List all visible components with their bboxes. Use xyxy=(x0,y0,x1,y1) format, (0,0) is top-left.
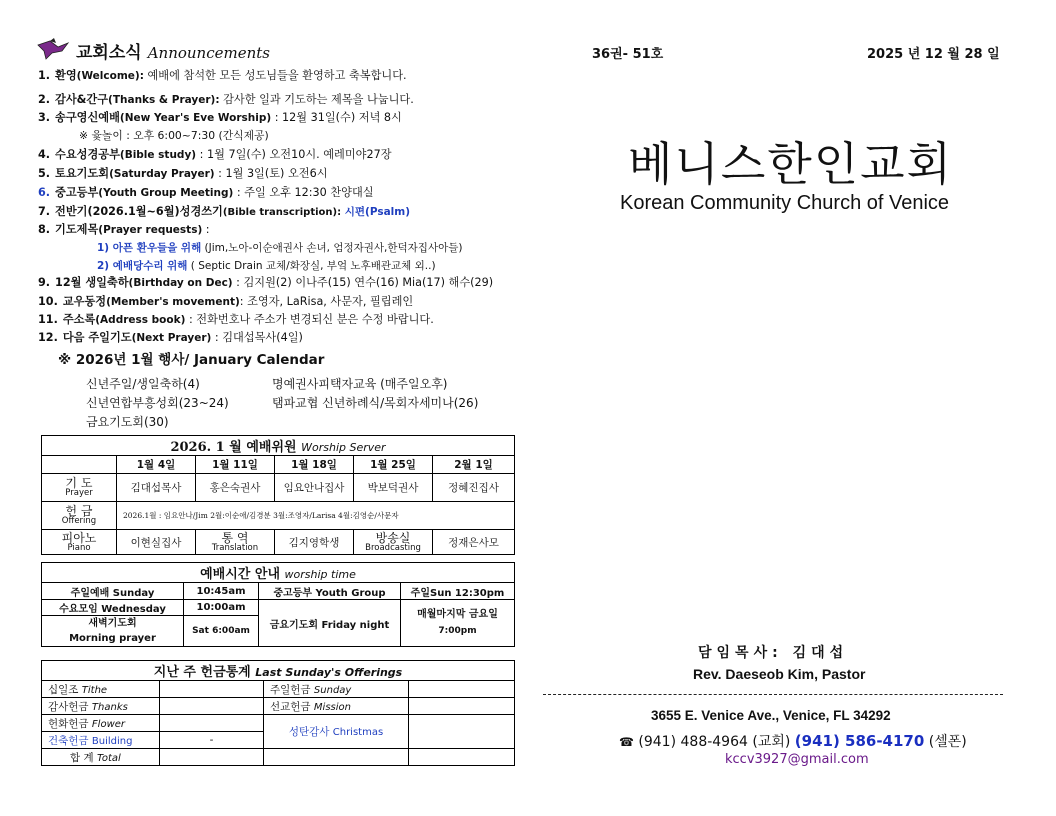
announcement-11: 11. 주소록(Address book) : 전화번호나 주소가 변경되신 분은 수정 바랍니다. xyxy=(38,313,434,326)
tithe-label: 십일조 Tithe xyxy=(42,681,160,698)
prayer-row-label: 기 도 Prayer xyxy=(42,474,117,502)
thanks-label: 감사헌금 Thanks xyxy=(42,698,160,715)
announcement-4: 4. 수요성경공부(Bible study) : 1월 7일(수) 오전10시. 예레미야27장 xyxy=(38,148,392,161)
announcement-5: 5. 토요기도회(Saturday Prayer) : 1월 3일(토) 오전6시 xyxy=(38,167,328,180)
announcement-7: 7. 전반기(2026.1월~6월)성경쓰기(Bible transcription): 시편(Psalm) xyxy=(38,205,411,218)
cell-phone-label: (셀폰) xyxy=(928,734,967,750)
flower-value xyxy=(160,715,264,732)
total-label: 합 계 Total xyxy=(42,749,160,766)
translation-cell: 김지영학생 xyxy=(275,530,354,555)
announcement-8: 8. 기도제목(Prayer requests) : xyxy=(38,223,210,236)
sunday-worship-label: 주일예배 Sunday xyxy=(42,583,184,600)
building-value: - xyxy=(160,732,264,749)
church-phone: (941) 488-4964 (교회) xyxy=(638,734,791,750)
church-address: 3655 E. Venice Ave., Venice, FL 34292 xyxy=(651,708,891,723)
friday-prayer-label: 금요기도회 Friday night xyxy=(259,600,401,647)
offering-row-label: 헌 금 Offering xyxy=(42,502,117,530)
new-years-eve-note: ※ 윷놀이 : 오후 6:00~7:30 (간식제공) xyxy=(79,129,269,142)
calendar-item: 탬파교협 신년하례식/목회자세미나(26) xyxy=(272,396,479,410)
offering-schedule: 2026.1월 : 임요안나/Jim 2월:이순애/김경분 3월:조영자/Larisa 4월:김영순/사문자 xyxy=(117,502,515,530)
date-header: 2월 1일 xyxy=(433,456,515,474)
total-value xyxy=(160,749,264,766)
telephone-icon: ☎ xyxy=(619,735,634,749)
worship-time-title: 예배시간 안내 worship time xyxy=(42,563,515,583)
worship-server-title: 2026. 1 월 예배위원 Worship Server xyxy=(42,436,515,456)
prayer-request-1: 1) 아픈 환우들을 위해 (Jim,노아-이순애권사 손녀, 엄정자권사,한덕자집사아들) xyxy=(97,242,463,254)
church-name-korean: 베니스한인교회 xyxy=(628,137,954,191)
christmas-value xyxy=(409,715,515,749)
table-corner xyxy=(42,456,117,474)
dawn-prayer-time: Sat 6:00am xyxy=(184,616,259,647)
worship-time-table xyxy=(41,562,515,647)
announcement-2: 2. 감사&간구(Thanks & Prayer): 감사한 일과 기도하는 제목을 나눕니다. xyxy=(38,93,414,106)
date-header: 1월 18일 xyxy=(275,456,354,474)
calendar-item: 명예권사피택자교육 (매주일오후) xyxy=(272,377,448,391)
divider xyxy=(543,694,1003,695)
announcements-title xyxy=(76,38,270,63)
date-header: 1월 25일 xyxy=(354,456,433,474)
friday-prayer-time: 매월마지막 금요일 7:00pm xyxy=(401,600,515,647)
pastor-name-english: Rev. Daeseob Kim, Pastor xyxy=(693,666,866,682)
announcement-6: 6. 중고등부(Youth Group Meeting) : 주일 오후 12:30 찬양대실 xyxy=(38,186,374,199)
phone-line xyxy=(619,731,967,751)
announcement-10: 10. 교우동정(Member's movement): 조영자, LaRisa, 사문자, 필립레인 xyxy=(38,295,414,308)
announcement-3: 3. 송구영신예배(New Year's Eve Worship) : 12월 31일(수) 저녁 8시 xyxy=(38,111,402,124)
sunday-offering-label: 주일헌금 Sunday xyxy=(264,681,409,698)
prayer-cell: 홍은숙권사 xyxy=(196,474,275,502)
pastor-name-korean: 담임목사: 김대섭 xyxy=(698,645,849,661)
volume-number: 36권- 51호 xyxy=(592,47,664,62)
announcement-1: 1. 환영(Welcome): 예배에 참석한 모든 성도님들을 환영하고 축복합니다. xyxy=(38,69,407,82)
bulletin-date: 2025 년 12 월 28 일 xyxy=(867,47,1000,62)
youth-group-time: 주일Sun 12:30pm xyxy=(401,583,515,600)
offerings-title: 지난 주 헌금통계 Last Sunday's Offerings xyxy=(42,661,515,681)
church-name-english: Korean Community Church of Venice xyxy=(620,192,950,214)
sunday-offering-value xyxy=(409,681,515,698)
dove-icon xyxy=(36,37,70,61)
wednesday-label: 수요모임 Wednesday xyxy=(42,600,184,616)
broadcast-cell: 정재은사모 xyxy=(433,530,515,555)
youth-group-label: 중고등부 Youth Group xyxy=(259,583,401,600)
mission-value xyxy=(409,698,515,715)
prayer-cell: 박보덕권사 xyxy=(354,474,433,502)
piano-row-label: 피아노 Piano xyxy=(42,530,117,555)
sunday-worship-time: 10:45am xyxy=(184,583,259,600)
date-header: 1월 4일 xyxy=(117,456,196,474)
flower-label: 헌화헌금 Flower xyxy=(42,715,160,732)
prayer-cell: 김대섭목사 xyxy=(117,474,196,502)
piano-cell: 이현실집사 xyxy=(117,530,196,555)
mission-label: 선교헌금 Mission xyxy=(264,698,409,715)
broadcast-label: 방송실 Broadcasting xyxy=(354,530,433,555)
calendar-title: ※ 2026년 1월 행사/ January Calendar xyxy=(58,352,325,368)
christmas-label: 성탄감사 Christmas xyxy=(264,715,409,749)
announcements-title-en: Announcements xyxy=(147,44,270,62)
building-label: 건축헌금 Building xyxy=(42,732,160,749)
translation-label: 통 역 Translation xyxy=(196,530,275,555)
calendar-item: 금요기도회(30) xyxy=(86,415,169,429)
cell-phone: (941) 586-4170 xyxy=(794,732,925,750)
prayer-cell: 정혜진집사 xyxy=(433,474,515,502)
calendar-item: 신년주일/생일축하(4) xyxy=(86,377,200,391)
announcements-title-ko: 교회소식 xyxy=(76,43,142,63)
total-empty-cell xyxy=(409,749,515,766)
announcement-12: 12. 다음 주일기도(Next Prayer) : 김대섭목사(4일) xyxy=(38,331,303,344)
offerings-table xyxy=(41,660,515,766)
calendar-item: 신년연합부흥성회(23~24) xyxy=(86,396,229,410)
tithe-value xyxy=(160,681,264,698)
announcement-9: 9. 12월 생일축하(Birthday on Dec) : 김지원(2) 이나주(15) 연수(16) Mia(17) 해수(29) xyxy=(38,276,494,289)
worship-server-table xyxy=(41,435,515,555)
church-email[interactable]: kccv3927@gmail.com xyxy=(725,752,869,767)
dawn-prayer-label: 새벽기도회 Morning prayer xyxy=(42,616,184,647)
total-empty-cell xyxy=(264,749,409,766)
prayer-cell: 임요안나집사 xyxy=(275,474,354,502)
wednesday-time: 10:00am xyxy=(184,600,259,616)
thanks-value xyxy=(160,698,264,715)
date-header: 1월 11일 xyxy=(196,456,275,474)
prayer-request-2: 2) 예배당수리 위해 ( Septic Drain 교체/화장실, 부엌 노후배관교체 외..) xyxy=(97,260,436,272)
